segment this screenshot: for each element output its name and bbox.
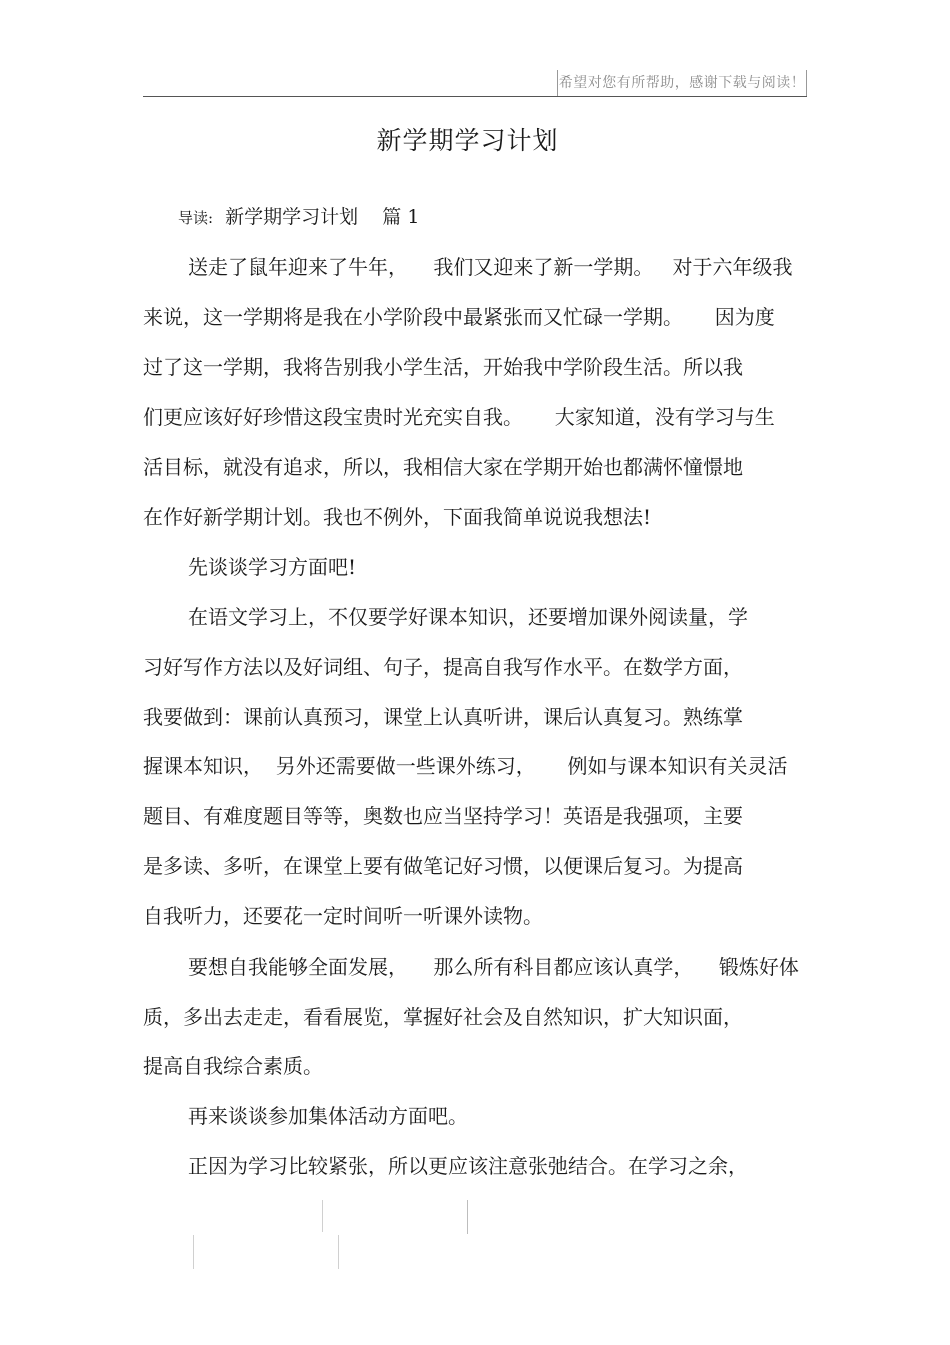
header-rule xyxy=(143,96,807,97)
body-line: 质，多出去走走，看看展览，掌握好社会及自然知识，扩大知识面， xyxy=(143,1005,743,1029)
document-title: 新学期学习计划 xyxy=(376,126,559,155)
scan-artifact-line xyxy=(322,1200,323,1232)
body-line: 自我听力，还要花一定时间听一听课外读物。 xyxy=(143,904,543,928)
body-line: 正因为学习比较紧张，所以更应该注意张弛结合。在学习之余， xyxy=(188,1154,748,1178)
body-line: 习好写作方法以及好词组、句子，提高自我写作水平。在数学方面， xyxy=(143,655,743,679)
body-line: 在语文学习上，不仅要学好课本知识，还要增加课外阅读量，学 xyxy=(188,605,748,629)
header-note: 希望对您有所帮助，感谢下载与阅读！ xyxy=(557,70,807,96)
body-line: 们更应该好好珍惜这段宝贵时光充实自我。 大家知道，没有学习与生 xyxy=(143,405,775,429)
body-line: 先谈谈学习方面吧! xyxy=(188,555,357,579)
scan-artifact-line xyxy=(467,1200,468,1234)
body-line: 过了这一学期，我将告别我小学生活，开始我中学阶段生活。所以我 xyxy=(143,355,743,379)
body-line: 是多读、多听，在课堂上要有做笔记好习惯，以便课后复习。为提高 xyxy=(143,854,743,878)
body-line: 活目标，就没有追求，所以，我相信大家在学期开始也都满怀憧憬地 xyxy=(143,455,743,479)
body-line: 题目、有难度题目等等，奥数也应当坚持学习！英语是我强项，主要 xyxy=(143,804,743,828)
subtitle-text: 新学期学习计划 篇 1 xyxy=(213,206,420,228)
subtitle-label: 导读: xyxy=(178,209,214,227)
body-line: 来说，这一学期将是我在小学阶段中最紧张而又忙碌一学期。 因为度 xyxy=(143,305,775,329)
body-line: 握课本知识， 另外还需要做一些课外练习， 例如与课本知识有关灵活 xyxy=(143,754,788,778)
subtitle xyxy=(178,203,419,232)
body-line: 要想自我能够全面发展， 那么所有科目都应该认真学， 锻炼好体 xyxy=(188,955,799,979)
scan-artifact-line xyxy=(193,1235,194,1269)
body-line: 提高自我综合素质。 xyxy=(143,1054,323,1078)
body-line: 送走了鼠年迎来了牛年， 我们又迎来了新一学期。 对于六年级我 xyxy=(188,255,793,279)
scan-artifact-line xyxy=(338,1235,339,1269)
body-line: 再来谈谈参加集体活动方面吧。 xyxy=(188,1104,468,1128)
body-line: 我要做到：课前认真预习，课堂上认真听讲，课后认真复习。熟练掌 xyxy=(143,705,743,729)
body-line: 在作好新学期计划。我也不例外，下面我简单说说我想法! xyxy=(143,505,652,529)
